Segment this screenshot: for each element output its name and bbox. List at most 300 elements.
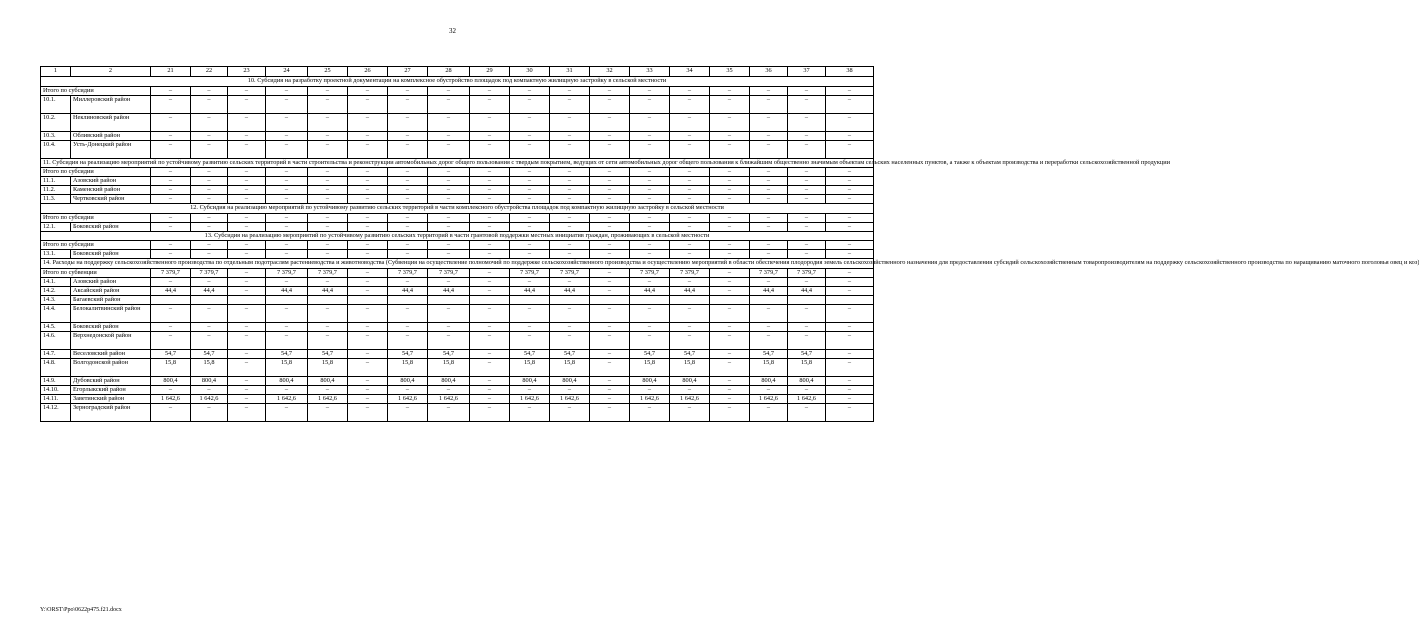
total-value: – [826, 241, 874, 250]
total-value: – [308, 213, 348, 222]
cell-value: 54,7 [191, 349, 228, 358]
cell-value: – [826, 358, 874, 376]
cell-value: 800,4 [750, 376, 788, 385]
cell-value: – [348, 250, 388, 259]
cell-value: – [151, 331, 191, 349]
total-value: – [630, 213, 670, 222]
cell-value: – [228, 322, 266, 331]
section-title: 14. Расходы на поддержку сельскохозяйственного производства по отдельным подотраслям растениеводства и животноводства (Субвенция на осуществление полномочий по поддержке сельскохозяйственного производства и осуществлению мероприятий в области обеспечения плодородия земель сельскохозяйственного назначения для предоставления субсидий сельскохозяйственным товаропроизводителям на поддержку сельскохозяйственного производства по наращиванию маточного поголовья овец и коз) [41, 259, 874, 269]
cell-value: – [266, 277, 308, 286]
cell-value: – [826, 286, 874, 295]
cell-value: 1 642,6 [750, 394, 788, 403]
total-value: – [308, 168, 348, 177]
cell-value: 1 642,6 [388, 394, 428, 403]
table-row [41, 140, 874, 158]
row-number: 10.3. [41, 131, 71, 140]
total-value: – [510, 241, 550, 250]
cell-value: – [550, 186, 590, 195]
cell-value: 44,4 [750, 286, 788, 295]
total-value: – [308, 86, 348, 95]
cell-value: 44,4 [788, 286, 826, 295]
cell-value: – [151, 385, 191, 394]
district-name: Каменский район [71, 186, 151, 195]
section-title-row [41, 204, 874, 214]
cell-value: – [826, 140, 874, 158]
cell-value [670, 295, 710, 304]
cell-value: – [630, 277, 670, 286]
cell-value: 1 642,6 [191, 394, 228, 403]
row-number: 14.2. [41, 286, 71, 295]
column-header: 31 [550, 67, 590, 77]
total-value: – [590, 213, 630, 222]
cell-value: 44,4 [151, 286, 191, 295]
cell-value: 44,4 [550, 286, 590, 295]
cell-value: – [630, 385, 670, 394]
row-number: 11.1. [41, 177, 71, 186]
cell-value [630, 295, 670, 304]
cell-value: – [550, 222, 590, 231]
section-title: 13. Субсидия на реализацию мероприятий по устойчивому развитию сельских территорий в части грантовой поддержки местных инициатив граждан, проживающих в сельской местности [41, 231, 874, 241]
cell-value: – [308, 113, 348, 131]
cell-value: – [428, 177, 470, 186]
cell-value: – [470, 95, 510, 113]
cell-value: – [788, 186, 826, 195]
cell-value: – [348, 195, 388, 204]
cell-value: – [428, 113, 470, 131]
cell-value: 1 642,6 [510, 394, 550, 403]
table-row [41, 177, 874, 186]
table-row [41, 95, 874, 113]
total-value: – [590, 86, 630, 95]
cell-value: – [630, 186, 670, 195]
cell-value: – [788, 250, 826, 259]
cell-value: – [348, 113, 388, 131]
cell-value: – [550, 331, 590, 349]
cell-value: – [191, 331, 228, 349]
cell-value: – [151, 277, 191, 286]
total-value: – [228, 86, 266, 95]
cell-value: – [826, 403, 874, 421]
cell-value: – [151, 177, 191, 186]
total-value: – [470, 86, 510, 95]
total-value: 7 379,7 [388, 268, 428, 277]
total-value: – [428, 241, 470, 250]
row-number: 14.11. [41, 394, 71, 403]
total-value: 7 379,7 [510, 268, 550, 277]
cell-value: – [348, 403, 388, 421]
row-number: 14.9. [41, 376, 71, 385]
cell-value: – [710, 286, 750, 295]
cell-value: 44,4 [630, 286, 670, 295]
cell-value: – [788, 113, 826, 131]
cell-value: – [388, 304, 428, 322]
cell-value: – [266, 177, 308, 186]
cell-value: 1 642,6 [428, 394, 470, 403]
district-name: Боковский район [71, 322, 151, 331]
cell-value: – [826, 177, 874, 186]
cell-value: – [750, 322, 788, 331]
total-value: – [151, 86, 191, 95]
total-value: – [710, 213, 750, 222]
cell-value: – [191, 140, 228, 158]
cell-value [266, 295, 308, 304]
cell-value: – [151, 222, 191, 231]
cell-value: – [308, 331, 348, 349]
cell-value: – [590, 177, 630, 186]
cell-value: – [470, 195, 510, 204]
cell-value: – [550, 177, 590, 186]
cell-value: – [348, 385, 388, 394]
total-value: – [348, 268, 388, 277]
cell-value: 800,4 [550, 376, 590, 385]
section-title: 11. Субсидия на реализацию мероприятий по устойчивому развитию сельских территорий в части строительства и реконструкции автомобильных дорог общего пользования с твердым покрытием, ведущих от сети автомобильных дорог общего пользования к ближайшим общественно значимым объектам сельских населенных пунктов, а также к объектам производства и переработки сельскохозяйственной продукции [41, 158, 874, 168]
cell-value: 54,7 [550, 349, 590, 358]
cell-value: 800,4 [388, 376, 428, 385]
cell-value: 44,4 [670, 286, 710, 295]
total-value: – [630, 241, 670, 250]
cell-value: – [308, 385, 348, 394]
cell-value: – [228, 250, 266, 259]
cell-value: – [670, 140, 710, 158]
cell-value: – [590, 277, 630, 286]
cell-value: – [788, 177, 826, 186]
cell-value: – [510, 131, 550, 140]
cell-value: 54,7 [630, 349, 670, 358]
total-label: Итого по субсидии [41, 213, 151, 222]
table-row [41, 286, 874, 295]
cell-value: – [191, 403, 228, 421]
cell-value: – [388, 95, 428, 113]
total-value: – [750, 241, 788, 250]
cell-value: – [550, 140, 590, 158]
column-header: 29 [470, 67, 510, 77]
total-value: – [151, 213, 191, 222]
cell-value: – [470, 286, 510, 295]
column-header: 38 [826, 67, 874, 77]
total-value: 7 379,7 [550, 268, 590, 277]
total-value: – [191, 241, 228, 250]
cell-value [228, 295, 266, 304]
district-name: Зерноградский район [71, 403, 151, 421]
cell-value: – [788, 277, 826, 286]
cell-value: – [348, 349, 388, 358]
cell-value: – [151, 113, 191, 131]
cell-value: – [191, 113, 228, 131]
cell-value: – [750, 95, 788, 113]
cell-value [510, 295, 550, 304]
row-number: 14.6. [41, 331, 71, 349]
cell-value: 15,8 [630, 358, 670, 376]
cell-value: – [348, 277, 388, 286]
total-value: – [788, 213, 826, 222]
total-value: – [710, 86, 750, 95]
row-number: 12.1. [41, 222, 71, 231]
total-value: – [788, 241, 826, 250]
total-value: – [710, 241, 750, 250]
total-value: – [670, 168, 710, 177]
cell-value: – [788, 195, 826, 204]
cell-value: – [151, 140, 191, 158]
total-value: – [388, 241, 428, 250]
row-number: 10.4. [41, 140, 71, 158]
total-value: – [428, 86, 470, 95]
cell-value: – [308, 277, 348, 286]
total-value: – [428, 213, 470, 222]
cell-value: – [590, 331, 630, 349]
district-name: Боковский район [71, 222, 151, 231]
cell-value: – [550, 403, 590, 421]
cell-value: – [750, 385, 788, 394]
cell-value: 800,4 [788, 376, 826, 385]
cell-value: – [470, 250, 510, 259]
cell-value: 54,7 [266, 349, 308, 358]
cell-value: – [428, 140, 470, 158]
cell-value: – [151, 322, 191, 331]
total-value: 7 379,7 [308, 268, 348, 277]
cell-value [788, 295, 826, 304]
column-header: 22 [191, 67, 228, 77]
cell-value: – [826, 186, 874, 195]
cell-value: – [630, 331, 670, 349]
cell-value: – [228, 304, 266, 322]
cell-value [151, 295, 191, 304]
cell-value: – [550, 195, 590, 204]
total-value: 7 379,7 [151, 268, 191, 277]
column-header: 2 [71, 67, 151, 77]
cell-value: 800,4 [510, 376, 550, 385]
cell-value: – [470, 131, 510, 140]
cell-value: – [470, 186, 510, 195]
district-name: Боковский район [71, 250, 151, 259]
total-value: – [590, 268, 630, 277]
cell-value: – [228, 277, 266, 286]
table-row [41, 331, 874, 349]
cell-value [550, 295, 590, 304]
cell-value: – [510, 177, 550, 186]
cell-value: – [590, 250, 630, 259]
cell-value: – [308, 304, 348, 322]
cell-value: – [590, 376, 630, 385]
total-value: – [228, 213, 266, 222]
cell-value: – [191, 250, 228, 259]
cell-value: 800,4 [151, 376, 191, 385]
total-value: – [550, 241, 590, 250]
cell-value: – [348, 177, 388, 186]
total-value: – [348, 168, 388, 177]
cell-value: – [826, 222, 874, 231]
column-header: 28 [428, 67, 470, 77]
cell-value: 1 642,6 [308, 394, 348, 403]
table-row [41, 250, 874, 259]
cell-value [470, 295, 510, 304]
cell-value: – [788, 222, 826, 231]
cell-value [710, 295, 750, 304]
cell-value: – [266, 304, 308, 322]
cell-value: – [151, 250, 191, 259]
cell-value: – [151, 95, 191, 113]
cell-value: – [151, 186, 191, 195]
district-name: Заветинский район [71, 394, 151, 403]
section-title-row [41, 259, 874, 269]
cell-value [348, 295, 388, 304]
cell-value: – [788, 95, 826, 113]
section-title-row [41, 77, 874, 87]
cell-value: 54,7 [428, 349, 470, 358]
cell-value: 15,8 [750, 358, 788, 376]
cell-value: – [670, 385, 710, 394]
district-name: Дубовский район [71, 376, 151, 385]
cell-value: 800,4 [428, 376, 470, 385]
cell-value: 800,4 [630, 376, 670, 385]
total-value: – [266, 241, 308, 250]
cell-value: – [750, 131, 788, 140]
cell-value: – [826, 376, 874, 385]
cell-value: – [191, 95, 228, 113]
cell-value: – [470, 394, 510, 403]
cell-value: – [388, 195, 428, 204]
section-title: 12. Субсидия на реализацию мероприятий по устойчивому развитию сельских территорий в части комплексного обустройства площадок под компактную жилищную застройку в сельской местности [41, 204, 874, 214]
cell-value: – [670, 222, 710, 231]
cell-value [388, 295, 428, 304]
row-number: 14.3. [41, 295, 71, 304]
cell-value: – [191, 177, 228, 186]
cell-value: – [308, 131, 348, 140]
section-title-row [41, 158, 874, 168]
cell-value: – [266, 113, 308, 131]
cell-value: – [590, 286, 630, 295]
cell-value: – [826, 113, 874, 131]
cell-value: – [348, 222, 388, 231]
table-row [41, 322, 874, 331]
cell-value: 1 642,6 [630, 394, 670, 403]
cell-value: – [788, 322, 826, 331]
cell-value: – [630, 250, 670, 259]
cell-value: – [228, 376, 266, 385]
total-value: 7 379,7 [788, 268, 826, 277]
column-header: 23 [228, 67, 266, 77]
cell-value: – [348, 304, 388, 322]
cell-value: – [750, 222, 788, 231]
cell-value: 15,8 [151, 358, 191, 376]
cell-value: – [428, 95, 470, 113]
cell-value: 54,7 [750, 349, 788, 358]
column-header: 24 [266, 67, 308, 77]
total-value: – [388, 168, 428, 177]
cell-value: – [630, 140, 670, 158]
row-number: 11.3. [41, 195, 71, 204]
cell-value: – [590, 304, 630, 322]
cell-value: – [510, 331, 550, 349]
cell-value: – [788, 331, 826, 349]
cell-value: – [228, 113, 266, 131]
cell-value: – [308, 322, 348, 331]
cell-value: – [388, 131, 428, 140]
section-title: 10. Субсидия на разработку проектной документации на комплексное обустройство площадок под компактную жилищную застройку в сельской местности [41, 77, 874, 87]
cell-value: – [750, 304, 788, 322]
cell-value: – [750, 277, 788, 286]
cell-value: – [348, 286, 388, 295]
total-label: Итого по субсидии [41, 241, 151, 250]
cell-value: 15,8 [788, 358, 826, 376]
table-row [41, 376, 874, 385]
district-name: Волгодонской район [71, 358, 151, 376]
total-value: – [388, 213, 428, 222]
column-header: 36 [750, 67, 788, 77]
cell-value: – [590, 385, 630, 394]
cell-value: – [788, 385, 826, 394]
cell-value: – [266, 131, 308, 140]
cell-value: – [550, 95, 590, 113]
cell-value: – [710, 349, 750, 358]
cell-value: 15,8 [510, 358, 550, 376]
district-name: Миллеровский район [71, 95, 151, 113]
total-value: 7 379,7 [750, 268, 788, 277]
cell-value: 800,4 [191, 376, 228, 385]
cell-value: – [191, 322, 228, 331]
cell-value: – [710, 385, 750, 394]
column-header: 30 [510, 67, 550, 77]
column-header: 26 [348, 67, 388, 77]
cell-value: – [510, 250, 550, 259]
cell-value: – [710, 403, 750, 421]
cell-value: 44,4 [266, 286, 308, 295]
cell-value: – [826, 331, 874, 349]
cell-value: – [670, 403, 710, 421]
district-name: Аксайский район [71, 286, 151, 295]
cell-value: – [228, 331, 266, 349]
cell-value: – [826, 349, 874, 358]
cell-value: – [510, 304, 550, 322]
cell-value: – [750, 177, 788, 186]
cell-value: – [348, 95, 388, 113]
cell-value: – [826, 385, 874, 394]
cell-value: – [710, 95, 750, 113]
cell-value: – [228, 394, 266, 403]
total-label: Итого по субсидии [41, 86, 151, 95]
district-name: Егорлыкский район [71, 385, 151, 394]
row-number: 14.7. [41, 349, 71, 358]
cell-value: – [670, 304, 710, 322]
total-value: – [750, 168, 788, 177]
row-number: 14.4. [41, 304, 71, 322]
section-title-row [41, 231, 874, 241]
cell-value [191, 295, 228, 304]
cell-value [428, 295, 470, 304]
cell-value: – [266, 331, 308, 349]
cell-value: – [470, 140, 510, 158]
cell-value: – [151, 131, 191, 140]
table-row [41, 394, 874, 403]
cell-value: – [228, 349, 266, 358]
footer-path: Y:\ORST\Ppo\0622p475.f21.docx [40, 607, 122, 613]
cell-value: – [590, 222, 630, 231]
district-name: Неклиновский район [71, 113, 151, 131]
cell-value: – [470, 385, 510, 394]
cell-value: – [630, 177, 670, 186]
total-value: 7 379,7 [428, 268, 470, 277]
cell-value: – [308, 95, 348, 113]
district-name: Белокалитвинский район [71, 304, 151, 322]
header-row [41, 67, 874, 77]
cell-value: – [710, 331, 750, 349]
cell-value: – [630, 322, 670, 331]
total-value: 7 379,7 [266, 268, 308, 277]
cell-value: 44,4 [388, 286, 428, 295]
cell-value: – [266, 186, 308, 195]
cell-value: 15,8 [266, 358, 308, 376]
cell-value: – [266, 403, 308, 421]
total-value: – [428, 168, 470, 177]
